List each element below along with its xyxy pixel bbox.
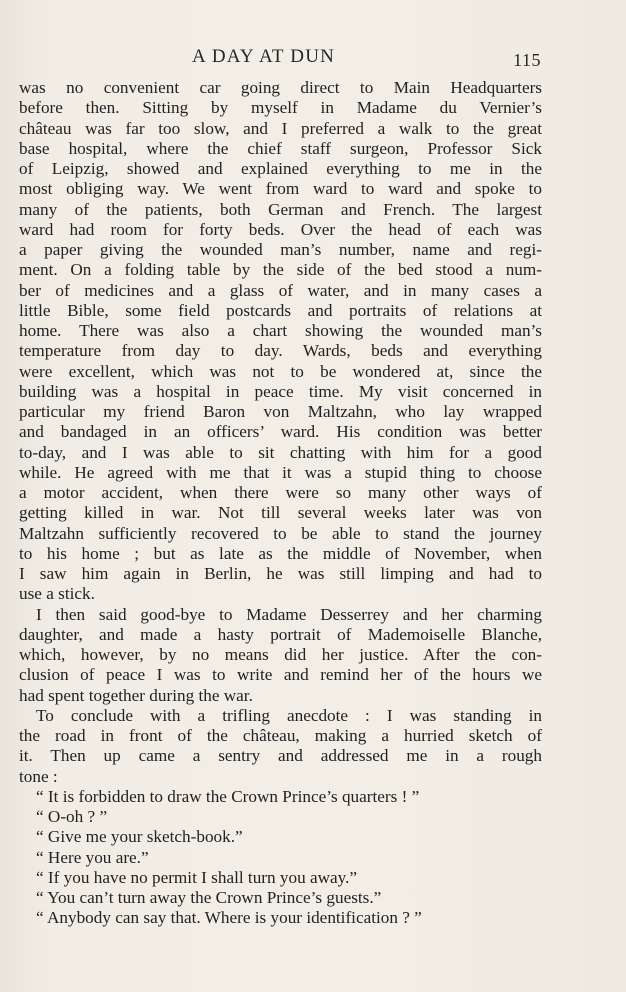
text-line: tone : — [19, 766, 58, 786]
text-line: château was far too slow, and I preferred a walk to the great — [19, 118, 542, 138]
text-line: a paper giving the wounded man’s number, name and regi- — [19, 240, 542, 259]
text-line: I then said good-bye to Madame Desserrey and her charming — [36, 604, 542, 624]
text-line: and bandaged in an officers’ ward. His condition was better — [19, 422, 542, 442]
text-line: little Bible, some field postcards and portraits of relations at — [19, 300, 542, 320]
dialogue-line: “ Here you are.” — [36, 847, 149, 867]
dialogue-line: “ Give me your sketch-book.” — [36, 827, 243, 847]
dialogue-line: “ O-oh ? ” — [36, 807, 108, 826]
text-line: particular my friend Baron von Maltzahn, who lay wrapped — [19, 402, 542, 421]
text-line: the road in front of the château, making a hurried sketch of — [19, 726, 542, 745]
page-number: 115 — [513, 50, 541, 70]
text-line: to his home ; but as late as the middle of November, when — [19, 543, 542, 563]
text-line: many of the patients, both German and French. The largest — [19, 199, 542, 219]
text-line: getting killed in war. Not till several weeks later was von — [19, 503, 542, 523]
text-line: were excellent, which was not to be wondered at, since the — [19, 361, 542, 381]
text-line: I saw him again in Berlin, he was still limping and had to — [19, 564, 542, 583]
text-line: building was a hospital in peace time. My visit concerned in — [19, 381, 542, 401]
text-line: it. Then up came a sentry and addressed me in a rough — [19, 746, 542, 766]
dialogue-line: “ If you have no permit I shall turn you away.” — [36, 867, 358, 887]
text-line: temperature from day to day. Wards, beds and everything — [19, 341, 542, 361]
text-line: To conclude with a trifling anecdote : I was standing in — [36, 705, 542, 725]
text-line: while. He agreed with me that it was a stupid thing to choose — [19, 462, 542, 482]
text-line: base hospital, where the chief staff surgeon, Professor Sick — [19, 138, 542, 158]
text-line: had spent together during the war. — [19, 685, 253, 705]
text-line: clusion of peace I was to write and remind her of the hours we — [19, 665, 542, 685]
text-line: Maltzahn sufficiently recovered to be able to stand the journey — [19, 523, 542, 543]
text-line: most obliging way. We went from ward to ward and spoke to — [19, 179, 542, 199]
text-line: use a stick. — [19, 584, 95, 604]
text-line: a motor accident, when there were so many other ways of — [19, 483, 542, 502]
text-line: home. There was also a chart showing the wounded man’s — [19, 321, 542, 340]
dialogue-line: “ It is forbidden to draw the Crown Prince’s quarters ! ” — [36, 786, 420, 806]
running-title: A DAY AT DUN — [192, 46, 336, 67]
dialogue-line: “ You can’t turn away the Crown Prince’s guests.” — [36, 888, 382, 907]
text-line: ward had room for forty beds. Over the head of each was — [19, 219, 542, 239]
text-line: to-day, and I was able to sit chatting with him for a good — [19, 442, 542, 462]
text-line: of Leipzig, showed and explained everything to me in the — [19, 159, 542, 178]
page-header — [0, 44, 626, 70]
body-text — [19, 78, 542, 929]
text-line: ber of medicines and a glass of water, and in many cases a — [19, 280, 542, 300]
text-line: was no convenient car going direct to Main Headquarters — [19, 78, 542, 97]
text-line: daughter, and made a hasty portrait of Mademoiselle Blanche, — [19, 624, 542, 644]
text-line: ment. On a folding table by the side of the bed stood a num- — [19, 260, 542, 280]
text-line: before then. Sitting by myself in Madame du Vernier’s — [19, 98, 542, 118]
dialogue-line: “ Anybody can say that. Where is your identification ? ” — [36, 908, 422, 928]
text-line: which, however, by no means did her justice. After the con- — [19, 645, 542, 664]
